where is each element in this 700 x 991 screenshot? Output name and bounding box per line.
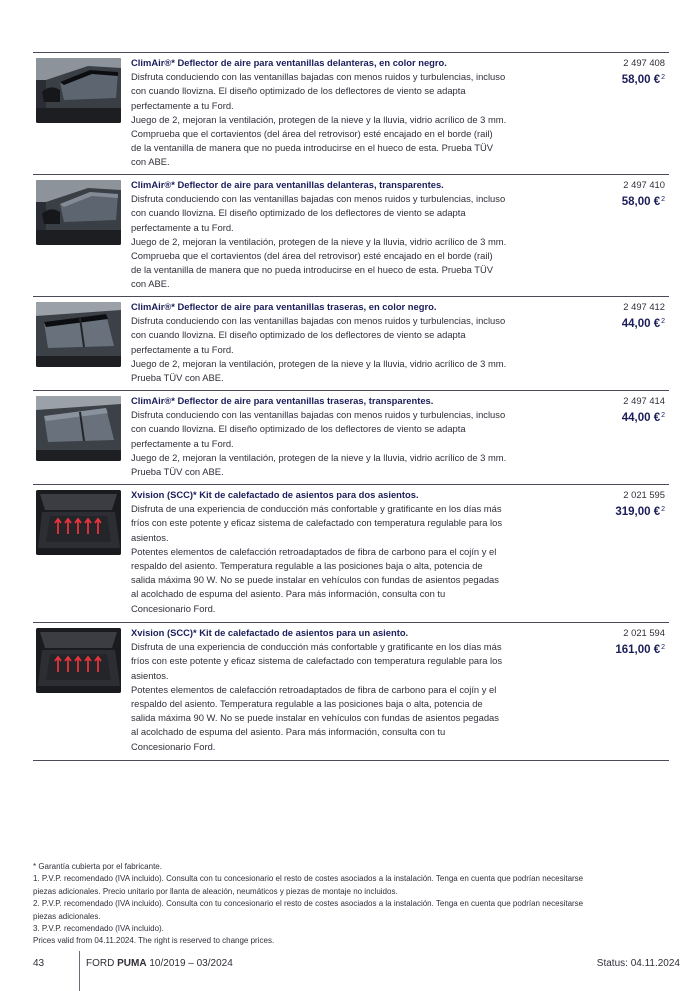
description-line: con ABE. (131, 278, 170, 290)
product-description (131, 488, 556, 616)
product-description (131, 178, 556, 292)
description-line: al acolchado de espuma del asiento. Para más información, consulta con tu (131, 588, 446, 600)
product-row (33, 296, 669, 390)
price (622, 408, 665, 426)
product-row (33, 52, 669, 174)
price (622, 70, 665, 88)
footnote: 1. P.V.P. recomendado (IVA incluido). Consulta con tu concesionario el resto de costes asociados a la instalación. Tenga en cuenta que podrían necesitarse (33, 874, 584, 884)
description-line: Potentes elementos de calefacción retroadaptados de fibra de carbono para el cojín y el (131, 545, 497, 557)
product-row (33, 484, 669, 622)
description-line: Concesionario Ford. (131, 740, 216, 752)
description-line: perfectamente a tu Ford. (131, 221, 234, 233)
part-number: 2 497 408 (623, 57, 665, 68)
window-deflector-image (36, 58, 121, 123)
price (615, 502, 665, 520)
description-line: salida máxima 90 W. No se puede instalar en vehículos con fundas de asientos pegadas (131, 712, 499, 724)
price-box (622, 394, 665, 426)
window-deflector-image (36, 302, 121, 367)
description-line: fríos con este potente y eficaz sistema de calefactado con temperatura regulable para los (131, 517, 503, 529)
part-number: 2 021 594 (623, 627, 665, 638)
description-line: Potentes elementos de calefacción retroadaptados de fibra de carbono para el cojín y el (131, 683, 497, 695)
description-line: Prueba TÜV con ABE. (131, 372, 224, 384)
page-footer (33, 957, 680, 991)
price (622, 314, 665, 332)
status-date: Status: 04.11.2024 (596, 958, 680, 969)
price-box (622, 56, 665, 88)
description-line: respaldo del asiento. Temperatura regulable a las posiciones baja o alta, potencia de (131, 560, 483, 572)
price-box (615, 626, 665, 658)
description-line: con ABE. (131, 156, 170, 168)
product-row (33, 622, 669, 761)
description-line: asientos. (131, 669, 169, 681)
description-line: con cuando llovizna. El diseño optimizado de los deflectores de viento se adapta (131, 85, 466, 97)
description-line: Comprueba que el cortavientos (del área del retrovisor) esté encajado en el borde (rail) (131, 250, 493, 262)
price-footnote-ref: 2 (661, 644, 665, 652)
footer-divider (79, 951, 80, 991)
heated-seat-image (36, 490, 121, 555)
footnote: Prices valid from 04.11.2024. The right is reserved to change prices. (33, 936, 275, 946)
product-title: ClimAir®* Deflector de aire para ventanillas traseras, en color negro. (131, 301, 437, 312)
product-title: ClimAir®* Deflector de aire para ventanillas delanteras, en color negro. (131, 57, 447, 68)
price-footnote-ref: 2 (661, 506, 665, 514)
product-title: Xvision (SCC)* Kit de calefactado de asientos para un asiento. (131, 627, 409, 638)
price-value: 319,00 € (615, 506, 661, 519)
price-footnote-ref: 2 (661, 412, 665, 420)
description-line: con cuando llovizna. El diseño optimizado de los deflectores de viento se adapta (131, 329, 466, 341)
footnote: piezas adicionales. Precio unitario por llanta de aleación, neumáticos y piezas de montaje no incluidos. (33, 886, 398, 896)
product-description (131, 300, 556, 385)
description-line: Prueba TÜV con ABE. (131, 466, 224, 478)
description-line: Disfruta conduciendo con las ventanillas bajadas con menos ruidos y turbulencias, incluso (131, 409, 506, 421)
description-line: Disfruta de una experiencia de conducción más confortable y gratificante en los días más (131, 503, 502, 515)
part-number: 2 021 595 (623, 489, 665, 500)
description-line: respaldo del asiento. Temperatura regulable a las posiciones baja o alta, potencia de (131, 698, 483, 710)
price-box (622, 178, 665, 210)
price (622, 192, 665, 210)
price-value: 44,00 € (621, 318, 661, 331)
part-number: 2 497 414 (623, 395, 665, 406)
description-line: perfectamente a tu Ford. (131, 99, 234, 111)
footer-period: 10/2019 – 03/2024 (149, 958, 233, 969)
description-line: Juego de 2, mejoran la ventilación, protegen de la nieve y la lluvia, vidrio acrílico de 3 mm. (131, 113, 507, 125)
part-number: 2 497 412 (623, 301, 665, 312)
product-description (131, 56, 556, 170)
product-title: Xvision (SCC)* Kit de calefactado de asientos para dos asientos. (131, 489, 419, 500)
product-description (131, 394, 556, 479)
price-box (615, 488, 665, 520)
description-line: de la ventanilla de manera que no pueda introducirse en el hueco de esta. Prueba TÜV (131, 264, 494, 276)
footnotes (33, 861, 673, 948)
footnote: 3. P.V.P. recomendado (IVA incluido). (33, 924, 164, 934)
price (615, 640, 665, 658)
price-footnote-ref: 2 (661, 74, 665, 82)
description-line: Juego de 2, mejoran la ventilación, protegen de la nieve y la lluvia, vidrio acrílico de 3 mm. (131, 357, 507, 369)
window-deflector-image (36, 396, 121, 461)
price-value: 161,00 € (615, 644, 661, 657)
product-row (33, 390, 669, 484)
footnote: 2. P.V.P. recomendado (IVA incluido). Consulta con tu concesionario el resto de costes asociados a la instalación. Tenga en cuenta que podrían necesitarse (33, 899, 584, 909)
page-number: 43 (33, 958, 45, 969)
description-line: Disfruta de una experiencia de conducción más confortable y gratificante en los días más (131, 641, 502, 653)
description-line: salida máxima 90 W. No se puede instalar en vehículos con fundas de asientos pegadas (131, 574, 499, 586)
heated-seat-image (36, 628, 121, 693)
description-line: al acolchado de espuma del asiento. Para más información, consulta con tu (131, 726, 446, 738)
description-line: con cuando llovizna. El diseño optimizado de los deflectores de viento se adapta (131, 207, 466, 219)
footer-model: PUMA (117, 958, 147, 969)
description-line: asientos. (131, 531, 169, 543)
description-line: de la ventanilla de manera que no pueda introducirse en el hueco de esta. Prueba TÜV (131, 142, 494, 154)
description-line: con cuando llovizna. El diseño optimizado de los deflectores de viento se adapta (131, 423, 466, 435)
price-footnote-ref: 2 (661, 196, 665, 204)
footer-title (86, 958, 233, 969)
price-value: 58,00 € (621, 74, 661, 87)
price-footnote-ref: 2 (661, 318, 665, 326)
description-line: Comprueba que el cortavientos (del área del retrovisor) esté encajado en el borde (rail) (131, 128, 493, 140)
description-line: Juego de 2, mejoran la ventilación, protegen de la nieve y la lluvia, vidrio acrílico de 3 mm. (131, 235, 507, 247)
footnote: piezas adicionales. (33, 911, 101, 921)
price-value: 58,00 € (621, 196, 661, 209)
product-title: ClimAir®* Deflector de aire para ventanillas traseras, transparentes. (131, 395, 434, 406)
description-line: perfectamente a tu Ford. (131, 343, 234, 355)
description-line: perfectamente a tu Ford. (131, 437, 234, 449)
product-description (131, 626, 556, 754)
description-line: Disfruta conduciendo con las ventanillas bajadas con menos ruidos y turbulencias, incluso (131, 71, 506, 83)
description-line: Juego de 2, mejoran la ventilación, protegen de la nieve y la lluvia, vidrio acrílico de 3 mm. (131, 451, 507, 463)
footnote: * Garantía cubierta por el fabricante. (33, 862, 162, 871)
product-title: ClimAir®* Deflector de aire para ventanillas delanteras, transparentes. (131, 179, 444, 190)
product-row (33, 174, 669, 296)
part-number: 2 497 410 (623, 179, 665, 190)
description-line: Disfruta conduciendo con las ventanillas bajadas con menos ruidos y turbulencias, incluso (131, 193, 506, 205)
window-deflector-image (36, 180, 121, 245)
footer-brand: FORD (86, 958, 115, 969)
accessory-catalog (33, 52, 669, 761)
description-line: fríos con este potente y eficaz sistema de calefactado con temperatura regulable para los (131, 655, 503, 667)
description-line: Concesionario Ford. (131, 602, 216, 614)
description-line: Disfruta conduciendo con las ventanillas bajadas con menos ruidos y turbulencias, incluso (131, 315, 506, 327)
price-value: 44,00 € (621, 412, 661, 425)
price-box (622, 300, 665, 332)
